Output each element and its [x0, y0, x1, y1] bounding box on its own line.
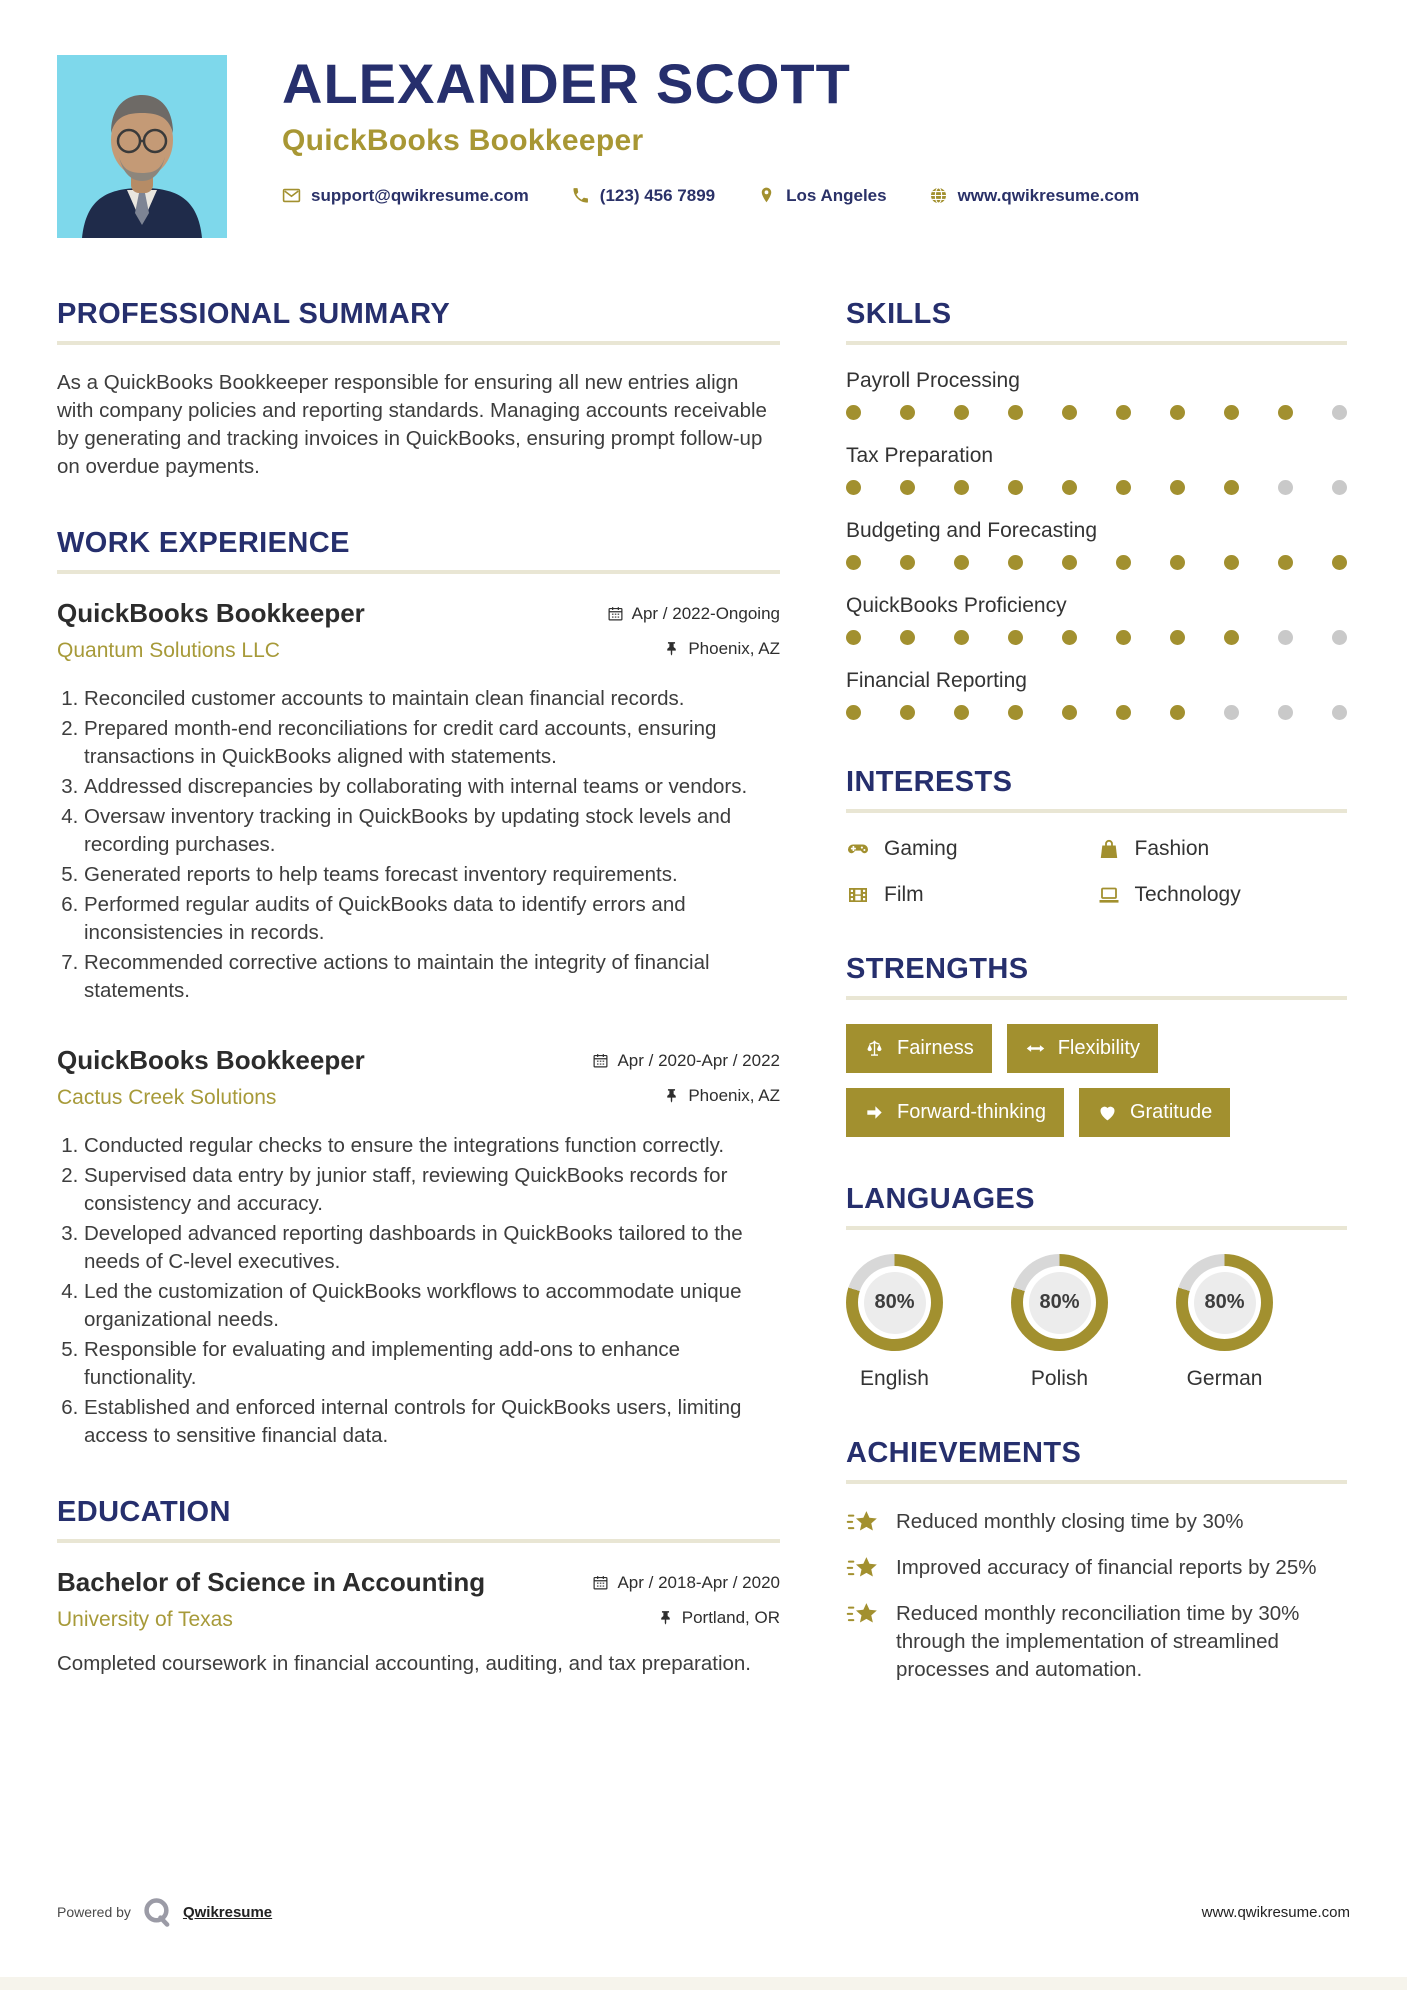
skill-dot [1224, 630, 1239, 645]
job-company: Quantum Solutions LLC [57, 639, 280, 662]
skill-dots [846, 480, 1347, 495]
achievement-text: Reduced monthly closing time by 30% [896, 1510, 1244, 1533]
skill-dots [846, 405, 1347, 420]
strength-label: Gratitude [1129, 1101, 1213, 1123]
skill-dot [1224, 480, 1239, 495]
education-dates [592, 1573, 780, 1593]
skill-dots [846, 705, 1347, 720]
skill-name: Financial Reporting [846, 669, 1027, 692]
interest-label: Gaming [884, 837, 958, 860]
skill-dot [1116, 705, 1131, 720]
skill-dot [1332, 555, 1347, 570]
section-divider [846, 996, 1347, 1000]
interest-item [846, 883, 1097, 907]
job-dates-text: Apr / 2020-Apr / 2022 [617, 1050, 780, 1070]
strength-badge [846, 1024, 992, 1073]
achievement-item [846, 1554, 1347, 1584]
pushpin-icon [663, 640, 680, 657]
skill-dot [1116, 630, 1131, 645]
calendar-icon [607, 605, 624, 622]
language-donut-ring [1023, 1266, 1096, 1339]
job-dates [592, 1051, 780, 1071]
interest-label: Fashion [1134, 837, 1210, 860]
section-title: WORK EXPERIENCE [57, 527, 350, 559]
star-icon [846, 1554, 880, 1584]
section-languages [846, 1183, 1347, 1391]
film-icon [846, 883, 870, 907]
language-percent: 80% [1194, 1272, 1256, 1334]
section-divider [846, 809, 1347, 813]
education-dates-text: Apr / 2018-Apr / 2020 [617, 1572, 780, 1592]
skill-dot [900, 705, 915, 720]
pushpin-icon [663, 1087, 680, 1104]
star-icon [846, 1600, 880, 1630]
skill-item [846, 519, 1347, 570]
skill-dot [900, 555, 915, 570]
skill-name: Budgeting and Forecasting [846, 519, 1098, 542]
experience-bullet: 3. Addressed discrepancies by collaborating with internal teams or vendors. [84, 773, 780, 801]
section-divider [846, 1480, 1347, 1484]
sidebar-column [846, 298, 1347, 1730]
skill-dot [1170, 705, 1185, 720]
education-entry [57, 1567, 780, 1678]
interest-label: Technology [1134, 883, 1241, 906]
strength-label: Flexibility [1057, 1037, 1140, 1059]
skill-dot [846, 480, 861, 495]
skill-dot [1062, 630, 1077, 645]
skill-name: QuickBooks Proficiency [846, 594, 1067, 617]
experience-bullet: 3. Developed advanced reporting dashboards in QuickBooks tailored to the needs of C-level executives. [84, 1220, 780, 1276]
profile-photo-illustration [57, 55, 227, 238]
right-arrow-icon [864, 1102, 885, 1123]
job-location-text: Phoenix, AZ [688, 1085, 780, 1105]
skill-dot [1278, 705, 1293, 720]
contact-email[interactable] [282, 186, 529, 206]
laptop-icon [1097, 883, 1121, 907]
powered-by [57, 1896, 272, 1928]
footer-website-link[interactable]: www.qwikresume.com [1201, 1903, 1350, 1921]
section-title: SKILLS [846, 298, 952, 330]
language-donut [1011, 1254, 1108, 1351]
section-divider [846, 341, 1347, 345]
skill-dot [1170, 405, 1185, 420]
skill-dot [1278, 480, 1293, 495]
education-school: University of Texas [57, 1608, 233, 1631]
section-strengths [846, 953, 1347, 1137]
section-title: EDUCATION [57, 1496, 231, 1528]
experience-bullet: 2. Prepared month-end reconciliations for credit card accounts, ensuring transactions in QuickBooks aligned with statements. [84, 715, 780, 771]
contact-row [282, 186, 1139, 206]
achievement-text: Reduced monthly reconciliation time by 30% through the implementation of streamlined processes and automation. [896, 1602, 1300, 1681]
section-interests [846, 766, 1347, 907]
candidate-name: ALEXANDER SCOTT [282, 52, 851, 115]
skill-dot [1062, 405, 1077, 420]
language-donut [846, 1254, 943, 1351]
strengths-list [846, 1024, 1347, 1137]
contact-phone[interactable] [571, 186, 715, 206]
experience-bullet: 2. Supervised data entry by junior staff, reviewing QuickBooks records for consistency and accuracy. [84, 1162, 780, 1218]
globe-icon [929, 186, 948, 205]
language-name: Polish [1030, 1367, 1089, 1390]
section-achievements [846, 1437, 1347, 1684]
language-name: English [860, 1367, 929, 1390]
skill-dot [1008, 405, 1023, 420]
qwikresume-logo-icon [141, 1896, 173, 1928]
language-donut [1176, 1254, 1273, 1351]
skill-dot [1224, 405, 1239, 420]
calendar-icon [592, 1574, 609, 1591]
job-location [663, 639, 780, 659]
contact-location-text: Los Angeles [786, 185, 887, 205]
job-location [663, 1086, 780, 1106]
section-work-experience [57, 527, 780, 1450]
experience-bullet: 1. Reconciled customer accounts to maintain clean financial records. [84, 685, 780, 713]
experience-bullet: 6. Performed regular audits of QuickBooks data to identify errors and inconsistencies in records. [84, 891, 780, 947]
language-item [846, 1254, 943, 1391]
degree-title: Bachelor of Science in Accounting [57, 1567, 486, 1597]
skill-dot [1008, 555, 1023, 570]
experience-bullet: 5. Generated reports to help teams forecast inventory requirements. [84, 861, 780, 889]
gamepad-icon [846, 837, 870, 861]
skill-dot [1008, 480, 1023, 495]
phone-icon [571, 186, 590, 205]
footer [57, 1896, 1350, 1928]
job-bullet-list [57, 1132, 780, 1450]
skill-dot [954, 630, 969, 645]
skill-dot [1062, 555, 1077, 570]
skill-dot [1116, 480, 1131, 495]
language-item [1011, 1254, 1108, 1391]
skill-dot [1278, 405, 1293, 420]
skill-dot [954, 405, 969, 420]
skill-dot [846, 630, 861, 645]
interest-item [1097, 837, 1348, 861]
contact-email-text: support@qwikresume.com [311, 185, 529, 205]
skill-dot [1224, 555, 1239, 570]
skill-dot [1278, 630, 1293, 645]
section-education [57, 1496, 780, 1678]
skill-dot [1062, 705, 1077, 720]
experience-bullet: 4. Led the customization of QuickBooks workflows to accommodate unique organizational needs. [84, 1278, 780, 1334]
header-text [282, 52, 1140, 238]
main-column [57, 298, 780, 1730]
experience-bullet: 5. Responsible for evaluating and implementing add-ons to enhance functionality. [84, 1336, 780, 1392]
skill-dot [846, 555, 861, 570]
skill-dots [846, 630, 1347, 645]
job-bullet-list [57, 685, 780, 1005]
language-donut-ring [858, 1266, 931, 1339]
skill-dot [1170, 480, 1185, 495]
skill-dot [1332, 630, 1347, 645]
skill-dot [1224, 705, 1239, 720]
job-dates [607, 604, 780, 624]
shopping-bag-icon [1097, 837, 1121, 861]
section-divider [846, 1226, 1347, 1230]
section-professional-summary [57, 298, 780, 481]
skill-dot [900, 480, 915, 495]
skill-name: Tax Preparation [846, 444, 994, 467]
contact-location [757, 186, 886, 206]
skill-dot [846, 405, 861, 420]
envelope-icon [282, 186, 301, 205]
job-dates-text: Apr / 2022-Ongoing [631, 603, 780, 623]
skill-dot [954, 480, 969, 495]
bottom-strip [0, 1977, 1407, 1990]
skill-item [846, 444, 1347, 495]
skill-dot [954, 555, 969, 570]
section-title: ACHIEVEMENTS [846, 1437, 1082, 1469]
interest-label: Film [884, 883, 924, 906]
skill-dot [1008, 630, 1023, 645]
strength-badge [846, 1088, 1064, 1137]
section-divider [57, 341, 780, 345]
experience-entry [57, 598, 780, 1005]
education-location-text: Portland, OR [681, 1607, 780, 1627]
experience-entry [57, 1045, 780, 1450]
skill-dot [1170, 555, 1185, 570]
qwikresume-link[interactable]: Qwikresume [182, 1903, 273, 1921]
section-divider [57, 1539, 780, 1543]
skill-item [846, 669, 1347, 720]
skill-dot [900, 630, 915, 645]
language-percent: 80% [864, 1272, 926, 1334]
education-description: Completed coursework in financial accounting, auditing, and tax preparation. [57, 1652, 751, 1675]
star-icon [846, 1508, 880, 1538]
section-divider [57, 570, 780, 574]
job-company: Cactus Creek Solutions [57, 1086, 277, 1109]
skill-dot [1278, 555, 1293, 570]
skill-item [846, 594, 1347, 645]
pushpin-icon [657, 1609, 674, 1626]
section-title: LANGUAGES [846, 1183, 1035, 1215]
job-title: QuickBooks Bookkeeper [57, 598, 365, 628]
achievement-item [846, 1600, 1347, 1684]
candidate-title: QuickBooks Bookkeeper [282, 123, 644, 157]
skill-item [846, 369, 1347, 420]
skill-dot [846, 705, 861, 720]
profile-photo [57, 55, 227, 238]
calendar-icon [592, 1052, 609, 1069]
section-title: INTERESTS [846, 766, 1013, 798]
strength-label: Forward-thinking [897, 1101, 1046, 1123]
section-title: STRENGTHS [846, 953, 1029, 985]
education-location [657, 1608, 780, 1628]
languages-list [846, 1254, 1347, 1391]
skill-dot [954, 705, 969, 720]
contact-website-text: www.qwikresume.com [957, 185, 1140, 205]
content [0, 238, 1407, 1730]
achievements-list [846, 1508, 1347, 1684]
skill-dot [1116, 555, 1131, 570]
section-skills [846, 298, 1347, 720]
achievement-text: Improved accuracy of financial reports by 25% [896, 1556, 1317, 1579]
strength-badge [1079, 1088, 1230, 1137]
skill-dot [1332, 405, 1347, 420]
experience-bullet: 1. Conducted regular checks to ensure the integrations function correctly. [84, 1132, 780, 1160]
experience-bullet: 6. Established and enforced internal controls for QuickBooks users, limiting access to sensitive financial data. [84, 1394, 780, 1450]
skill-name: Payroll Processing [846, 369, 1020, 392]
achievement-item [846, 1508, 1347, 1538]
skill-dots [846, 555, 1347, 570]
powered-by-label: Powered by [57, 1904, 131, 1920]
header [0, 0, 1407, 238]
skill-dot [1116, 405, 1131, 420]
job-title: QuickBooks Bookkeeper [57, 1045, 365, 1075]
interest-item [1097, 883, 1348, 907]
interest-item [846, 837, 1097, 861]
left-right-arrow-icon [1025, 1038, 1046, 1059]
location-pin-icon [757, 186, 776, 205]
interests-list [846, 837, 1347, 907]
job-location-text: Phoenix, AZ [688, 638, 780, 658]
strength-label: Fairness [897, 1037, 974, 1059]
skill-dot [900, 405, 915, 420]
summary-text: As a QuickBooks Bookkeeper responsible for ensuring all new entries align with company policies and reporting standards. Managing accounts receivable by generating and tracking invoices in QuickBooks, ensuring prompt follow-up on overdue payments. [57, 371, 767, 478]
experience-bullet: 7. Recommended corrective actions to maintain the integrity of financial statements. [84, 949, 780, 1005]
skills-list [846, 369, 1347, 720]
language-percent: 80% [1029, 1272, 1091, 1334]
contact-website[interactable] [929, 186, 1140, 206]
skill-dot [1062, 480, 1077, 495]
heart-icon [1097, 1102, 1118, 1123]
skill-dot [1170, 630, 1185, 645]
skill-dot [1332, 480, 1347, 495]
skill-dot [1008, 705, 1023, 720]
language-item [1176, 1254, 1273, 1391]
experience-bullet: 4. Oversaw inventory tracking in QuickBooks by updating stock levels and recording purchases. [84, 803, 780, 859]
balance-scale-icon [864, 1038, 885, 1059]
language-name: German [1186, 1367, 1263, 1390]
section-title: PROFESSIONAL SUMMARY [57, 298, 451, 330]
contact-phone-text: (123) 456 7899 [599, 185, 716, 205]
strength-badge [1007, 1024, 1158, 1073]
language-donut-ring [1188, 1266, 1261, 1339]
skill-dot [1332, 705, 1347, 720]
